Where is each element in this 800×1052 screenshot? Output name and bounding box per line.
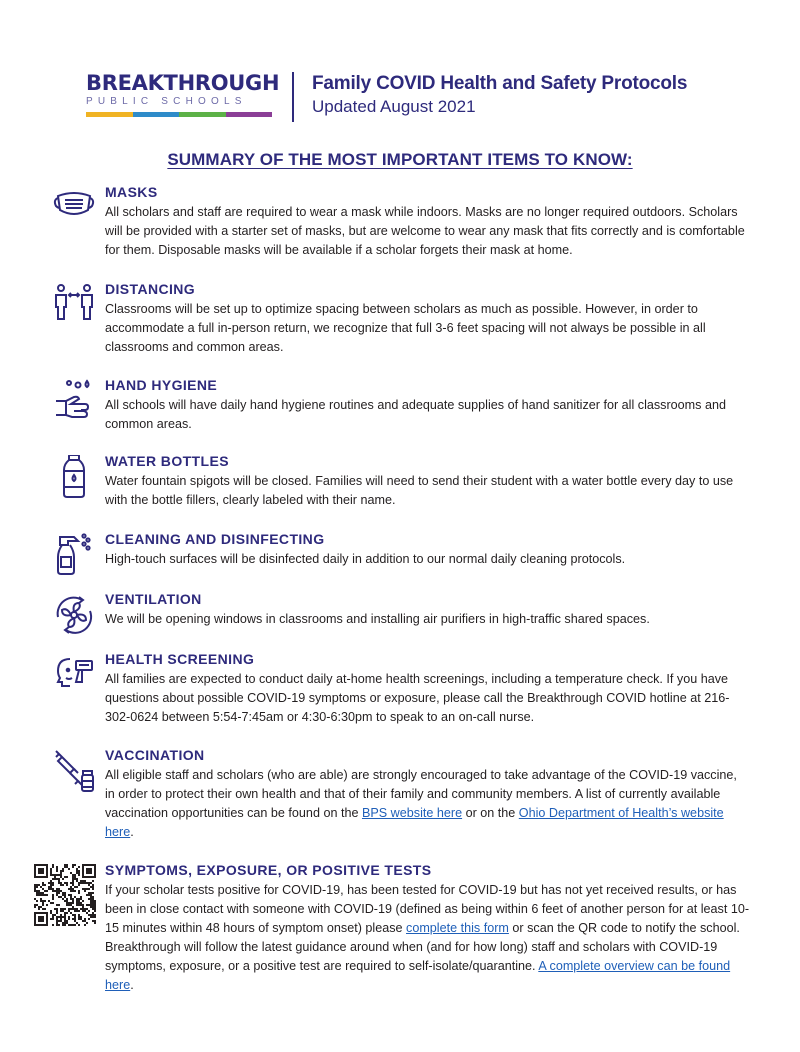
breakthrough-logo (86, 71, 280, 117)
logo-color-bar (86, 112, 272, 117)
body-text: . (130, 978, 134, 992)
section-body: Classrooms will be set up to optimize spacing between scholars as much as possible. However, in order to accommodate a full in-person return, we recognize that full 3-6 feet spacing will not always be possible in all classrooms and common areas. (105, 302, 706, 354)
syringe-icon (52, 749, 96, 793)
section-title: VENTILATION (105, 591, 202, 607)
section-title: VACCINATION (105, 747, 205, 763)
section-body: Water fountain spigots will be closed. Families will need to send their student with a water bottle every day to use with the bottle fillers, clearly labeled with their name. (105, 474, 734, 507)
body-text: . (130, 825, 134, 839)
section-title: WATER BOTTLES (105, 453, 229, 469)
section-body (105, 881, 750, 995)
body-text: If your scholar tests positive for COVID-19, has been tested for COVID-19 but has not yet received results, or has been in close contact with someone with COVID-19 (defined as being within 6 feet of another person for at least 10-15 minutes within 48 hours of symptom onset) please (105, 883, 750, 935)
document-title: Family COVID Health and Safety Protocols (312, 73, 688, 94)
fan-icon (52, 593, 96, 637)
complete-overview-link[interactable]: A complete overview can be found here (105, 959, 731, 992)
section-body: High-touch surfaces will be disinfected daily in addition to our normal daily cleaning protocols. (105, 552, 626, 566)
complete-form-link[interactable]: complete this form (406, 921, 509, 935)
body-text: or scan the QR code to notify the school. Breakthrough will follow the latest guidance around when (and for how long) staff and scholars with COVID-19 symptoms, exposure, or a positive test are required to self-isolate/quarantine. (105, 921, 740, 973)
section-body: All families are expected to conduct daily at-home health screenings, including a temperature check. If you have questions about possible COVID-19 symptoms or exposure, please call the Breakthrough COVID hotline at 216-302-0624 between 5:54-7:45am or 4:30-6:30pm to speak to an on-call nurse. (105, 672, 730, 724)
body-text: All eligible staff and scholars (who are able) are strongly encouraged to take advantage of the COVID-19 vaccine, in order to protect their own health and that of their family and community members. A list of currently available vaccination opportunities can be found on the (105, 768, 737, 820)
summary-heading: SUMMARY OF THE MOST IMPORTANT ITEMS TO KNOW: (167, 150, 633, 169)
logo-wordmark: BREAKTHROUGH (86, 71, 280, 95)
bps-website-link[interactable]: BPS website here (361, 806, 463, 820)
mask-icon (52, 186, 96, 230)
hand-washing-icon (52, 379, 96, 423)
section-title: CLEANING AND DISINFECTING (105, 531, 325, 547)
section-title: HEALTH SCREENING (105, 651, 255, 667)
distancing-icon (52, 283, 96, 327)
water-bottle-icon (52, 455, 96, 499)
section-body: All scholars and staff are required to wear a mask while indoors. Masks are no longer required outdoors. Scholars will be provided with a starter set of masks, but are welcome to wear any mask that fits correctly and is comfortable for them. Disposable masks will be available if a scholar forgets their mask at home. (105, 205, 745, 257)
logo-tagline: PUBLIC SCHOOLS (86, 96, 247, 107)
section-title: HAND HYGIENE (105, 377, 218, 393)
body-text: or on the (462, 806, 519, 820)
qr-code-icon[interactable] (34, 864, 96, 926)
section-body: All schools will have daily hand hygiene routines and adequate supplies of hand sanitizer for all classrooms and common areas. (105, 398, 726, 431)
ohio-health-website-link[interactable]: Ohio Department of Health’s website here (105, 806, 724, 839)
section-title: SYMPTOMS, EXPOSURE, OR POSITIVE TESTS (105, 862, 432, 878)
thermometer-icon (52, 653, 96, 697)
header-divider (292, 72, 294, 122)
page-header (86, 72, 726, 124)
section-body: We will be opening windows in classrooms and installing air purifiers in high-traffic shared spaces. (105, 612, 650, 626)
section-body (105, 766, 750, 842)
section-title: MASKS (105, 184, 158, 200)
document-subtitle: Updated August 2021 (312, 97, 476, 116)
section-title: DISTANCING (105, 281, 196, 297)
spray-bottle-icon (52, 533, 96, 577)
